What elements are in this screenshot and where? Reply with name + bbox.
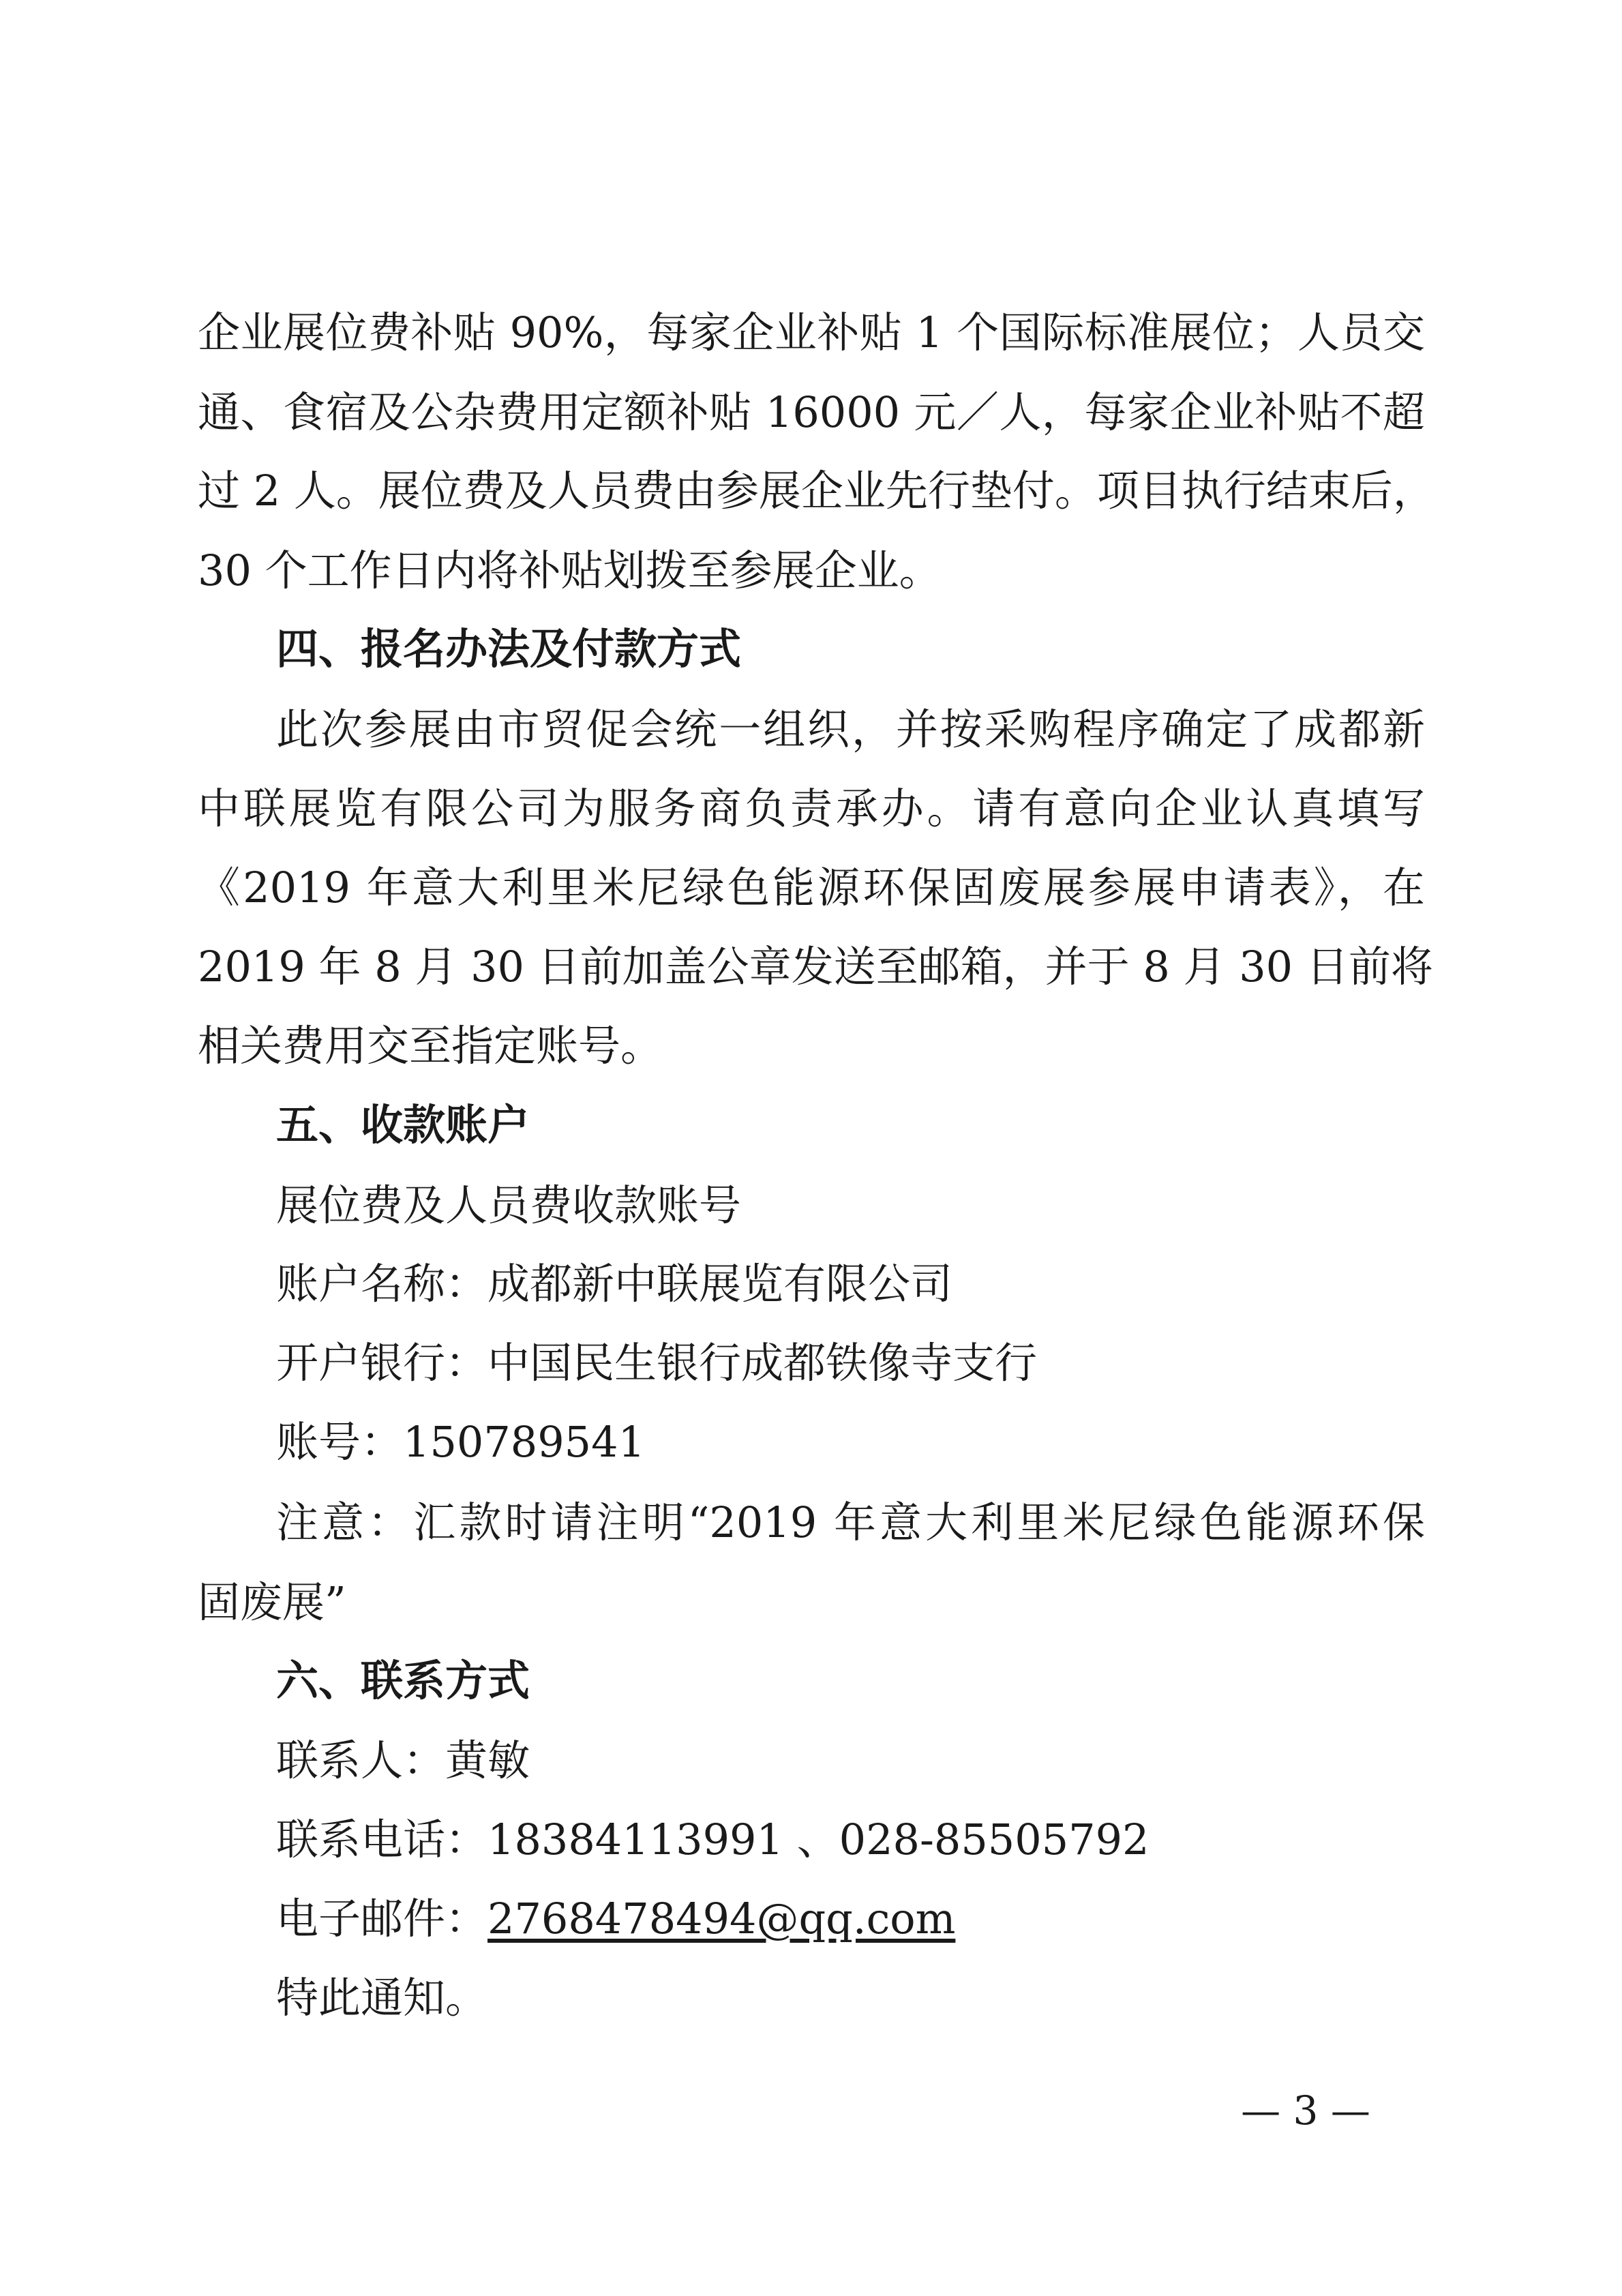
section5-heading: 五、收款账户: [276, 1100, 530, 1150]
subsidy-line-1: 企业展位费补贴 90%，每家企业补贴 1 个国际标准展位；人员交: [198, 308, 1425, 357]
account-title: 展位费及人员费收款账号: [276, 1180, 742, 1230]
closing-text: 特此通知。: [276, 1973, 488, 2023]
contact-email-row: [276, 1892, 1425, 1946]
section4-line-4: 2019 年 8 月 30 日前加盖公章发送至邮箱，并于 8 月 30 日前将: [198, 942, 1433, 992]
subsidy-line-4: 30 个工作日内将补贴划拨至参展企业。: [198, 546, 942, 595]
remittance-note-line-1: 注意：汇款时请注明“2019 年意大利里米尼绿色能源环保: [276, 1497, 1425, 1547]
remittance-note-line-2: 固废展”: [198, 1577, 346, 1627]
section4-line-1: 此次参展由市贸促会统一组织，并按采购程序确定了成都新: [276, 704, 1425, 754]
account-number: 账号：150789541: [276, 1417, 646, 1467]
subsidy-line-2: 通、食宿及公杂费用定额补贴 16000 元／人，每家企业补贴不超: [198, 387, 1425, 437]
section6-heading: 六、联系方式: [276, 1656, 530, 1705]
email-label: 电子邮件：: [276, 1894, 488, 1943]
contact-person: 联系人：黄敏: [276, 1735, 530, 1785]
section4-line-3: 《2019 年意大利里米尼绿色能源环保固废展参展申请表》，在: [198, 863, 1425, 912]
page-number: — 3 —: [1241, 2087, 1370, 2134]
section4-line-2: 中联展览有限公司为服务商负责承办。请有意向企业认真填写: [198, 784, 1425, 833]
email-link[interactable]: 2768478494@qq.com: [487, 1894, 956, 1943]
subsidy-line-3: 过 2 人。展位费及人员费由参展企业先行垫付。项目执行结束后，: [198, 466, 1435, 516]
section4-line-5: 相关费用交至指定账号。: [198, 1021, 663, 1071]
account-name: 账户名称：成都新中联展览有限公司: [276, 1259, 953, 1309]
contact-phone: 联系电话：18384113991 、028-85505792: [276, 1815, 1150, 1864]
section4-heading: 四、报名办法及付款方式: [276, 624, 742, 674]
bank-name: 开户银行：中国民生银行成都铁像寺支行: [276, 1338, 1038, 1388]
